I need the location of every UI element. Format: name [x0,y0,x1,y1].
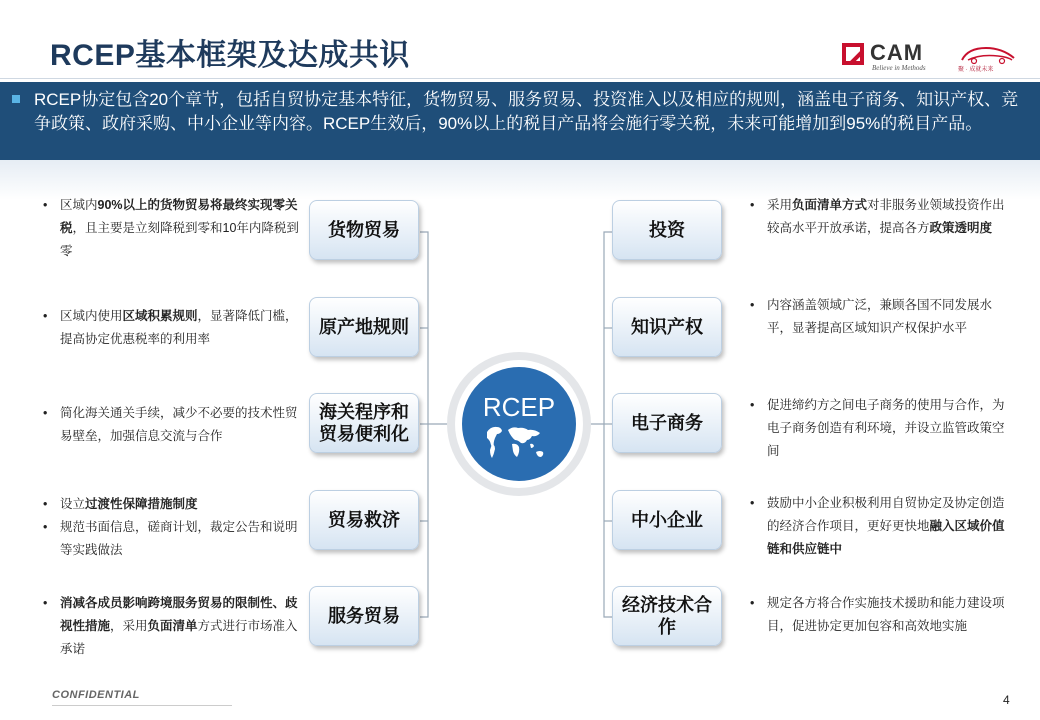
bullet-item [745,294,1010,340]
bullet-bold-text: 90%以上的货物贸易将最终实现零关税 [60,198,298,235]
bullet-text: 规范书面信息，磋商计划，裁定公告和说明等实践做法 [60,520,298,557]
summary-text: RCEP协定包含20个章节，包括自贸协定基本特征，货物贸易、服务贸易、投资准入以及相应的规则，涵盖电子商务、知识产权、竞争政策、政府采购、中小企业等内容。RCEP生效后，90%以上的税目产品将会施行零关税，未来可能增加到95%的税目产品。 [34,90,1019,133]
bullet-bold-text: 融入区域价值链和供应链中 [767,519,1005,556]
bullet-text: 采用 [767,198,793,212]
bullet-bold-text: 区域积累规则 [122,309,198,323]
right-text-ecommerce [745,394,1010,463]
cam-logo-word: CAM [870,40,924,65]
bullet-bold-text: 消减各成员影响跨境服务贸易的限制性、歧视性措施 [60,596,298,633]
car-logo-text: 聚 · 成就未来 [958,67,994,73]
bullet-bold-text: 过渡性保障措施制度 [85,497,198,511]
box-goods-trade: 货物贸易 [309,200,419,260]
bullet-text: 促进缔约方之间电子商务的使用与合作，为电子商务创造有利环境，并设立监管政策空间 [767,398,1005,458]
bullet-item [745,394,1010,463]
bullet-item [745,194,1010,240]
bullet-bold-text: 负面清单 [147,619,198,633]
center-core [462,367,576,481]
bullet-list [745,194,1010,240]
right-text-sme [745,492,1010,561]
bullet-text: 区域内使用 [60,309,123,323]
bullet-list [38,402,300,448]
cam-logo-tagline: Believe in Methods [872,64,926,72]
left-text-goods [38,194,300,263]
box-sme: 中小企业 [612,490,722,550]
bullet-text: 设立 [60,497,86,511]
box-customs-trade-facilitation: 海关程序和贸易便利化 [309,393,419,453]
bullet-bold-text: 负面清单方式 [792,198,868,212]
page-title: RCEP基本框架及达成共识 [50,39,410,72]
left-text-services [38,592,300,661]
bullet-item [38,402,300,448]
rcep-center-label: RCEP [482,392,556,422]
bullet-text: 区域内 [60,198,98,212]
right-text-ip [745,294,1010,340]
left-text-remedies [38,493,300,562]
bullet-item [38,194,300,263]
bullet-text: 鼓励中小企业积极利用自贸协定及协定创造的经济合作项目，更好更快地 [767,496,1005,533]
box-investment: 投资 [612,200,722,260]
bullet-text: 内容涵盖领域广泛，兼顾各国不同发展水平，显著提高区域知识产权保护水平 [767,298,993,335]
bullet-list [38,592,300,661]
box-rules-of-origin: 原产地规则 [309,297,419,357]
left-text-origin [38,305,300,351]
bullet-list [38,194,300,263]
right-text-cooperation [745,592,1010,638]
bullet-text: 规定各方将合作实施技术援助和能力建设项目，促进协定更加包容和高效地实施 [767,596,1005,633]
bullet-bold-text: 政策透明度 [929,221,993,235]
bullet-item [38,305,300,351]
box-intellectual-property: 知识产权 [612,297,722,357]
bullet-list [745,294,1010,340]
box-e-commerce: 电子商务 [612,393,722,453]
box-services-trade: 服务贸易 [309,586,419,646]
page-number: 4 [1003,693,1010,707]
box-trade-remedies: 贸易救济 [309,490,419,550]
left-text-customs [38,402,300,448]
right-text-investment [745,194,1010,240]
bullet-item [38,592,300,661]
bullet-list [745,394,1010,463]
bullet-item [745,592,1010,638]
box-economic-technical-cooperation: 经济技术合作 [612,586,722,646]
footer-divider [52,705,232,706]
bullet-text: ，采用 [110,619,148,633]
bullet-list [745,492,1010,561]
confidential-label: CONFIDENTIAL [52,689,140,701]
bullet-item [38,516,300,562]
bullet-list [745,592,1010,638]
bullet-item [745,492,1010,561]
bullet-text: ，显著降低门槛，提高协定优惠税率的利用率 [60,309,298,346]
bullet-text: 简化海关通关手续，减少不必要的技术性贸易壁垒，加强信息交流与合作 [60,406,298,443]
bullet-list [38,493,300,562]
bullet-text: 对非服务业领域投资作出较高水平开放承诺，提高各方 [767,198,1005,235]
bullet-list [38,305,300,351]
bullet-text: ，且主要是立刻降税到零和10年内降税到零 [60,221,299,258]
bullet-item [38,493,300,516]
bullet-text: 方式进行市场准入承诺 [60,619,298,656]
